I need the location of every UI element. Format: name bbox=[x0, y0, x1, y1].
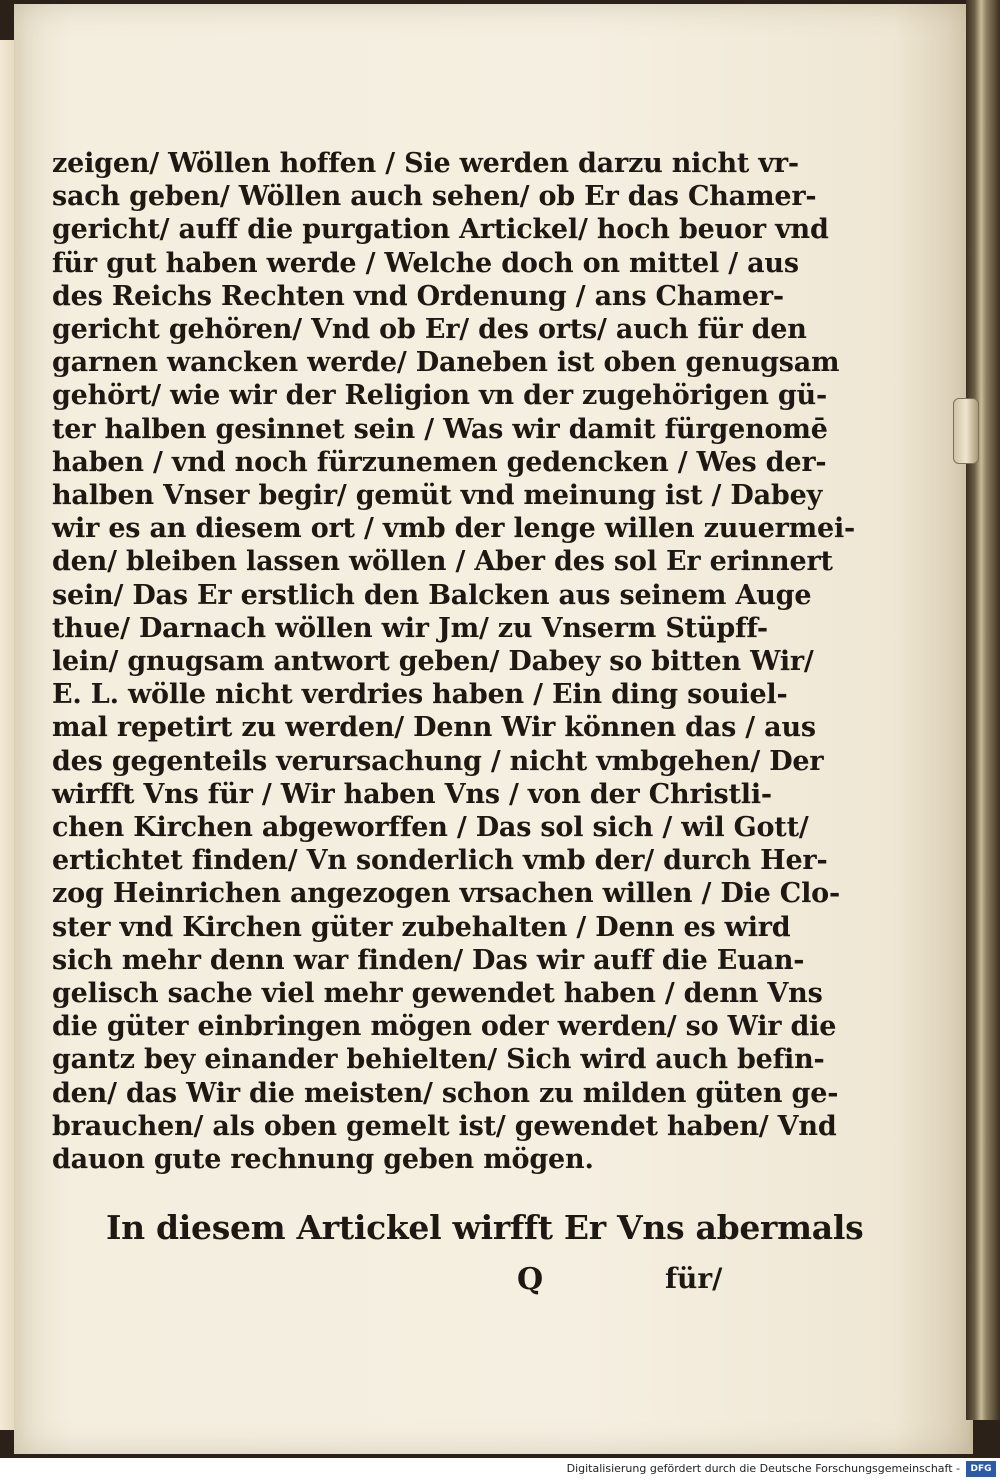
text-line: gelisch sache viel mehr gewendet haben / denn Vns bbox=[52, 978, 823, 1010]
text-line: halben Vnser begir/ gemüt vnd meinung ist / Dabey bbox=[52, 480, 823, 512]
text-line: gericht gehören/ Vnd ob Er/ des orts/ auch für den bbox=[52, 314, 807, 346]
text-line: dauon gute rechnung geben mögen. bbox=[52, 1144, 594, 1176]
signature-mark: Q bbox=[517, 1262, 544, 1297]
text-line: zeigen/ Wöllen hoffen / Sie werden darzu nicht vr- bbox=[52, 148, 799, 179]
text-line: für gut haben werde / Welche doch on mittel / aus bbox=[52, 247, 799, 279]
text-line: den/ das Wir die meisten/ schon zu milden güten ge- bbox=[52, 1077, 839, 1109]
book-fore-edge bbox=[966, 0, 1000, 1420]
text-line: gericht/ auff die purgation Artickel/ hoch beuor vnd bbox=[52, 214, 829, 246]
paragraph-heading: In diesem Artickel wirfft Er Vns abermals bbox=[106, 1208, 864, 1247]
text-line: ster vnd Kirchen güter zubehalten / Denn es wird bbox=[52, 911, 791, 943]
text-line: brauchen/ als oben gemelt ist/ gewendet haben/ Vnd bbox=[52, 1110, 837, 1142]
text-line: sein/ Das Er erstlich den Balcken aus seinem Auge bbox=[52, 579, 812, 611]
text-line: lein/ gnugsam antwort geben/ Dabey so bitten Wir/ bbox=[52, 646, 814, 678]
footer-bar bbox=[0, 1458, 1000, 1482]
text-line: E. L. wölle nicht verdries haben / Ein ding souiel- bbox=[52, 679, 788, 711]
text-line: den/ bleiben lassen wöllen / Aber des sol Er erinnert bbox=[52, 546, 833, 578]
text-line: ertichtet finden/ Vn sonderlich vmb der/ durch Her- bbox=[52, 845, 828, 877]
text-line: haben / vnd noch fürzunemen gedencken / Wes der- bbox=[52, 446, 827, 478]
footer-credit: Digitalisierung gefördert durch die Deutsche Forschungsgemeinschaft - bbox=[566, 1462, 960, 1475]
text-line: chen Kirchen abgeworffen / Das sol sich / wil Gott/ bbox=[52, 812, 809, 844]
body-text bbox=[52, 147, 856, 1176]
text-line: mal repetirt zu werden/ Denn Wir können das / aus bbox=[52, 712, 816, 744]
text-line: gantz bey einander behielten/ Sich wird auch befin- bbox=[52, 1044, 825, 1076]
text-line: wirfft Vns für / Wir haben Vns / von der Christli- bbox=[52, 778, 772, 810]
text-line: garnen wancken werde/ Daneben ist oben genugsam bbox=[52, 347, 840, 379]
dfg-logo: DFG bbox=[966, 1461, 996, 1477]
text-line: des gegenteils verursachung / nicht vmbgehen/ Der bbox=[52, 745, 824, 777]
text-line: zog Heinrichen angezogen vrsachen willen / Die Clo- bbox=[52, 878, 840, 910]
text-line: sach geben/ Wöllen auch sehen/ ob Er das Chamer- bbox=[52, 181, 817, 213]
text-line: thue/ Darnach wöllen wir Jm/ zu Vnserm Stüpff- bbox=[52, 612, 768, 644]
text-line: des Reichs Rechten vnd Ordenung / ans Chamer- bbox=[52, 280, 784, 312]
catchword: für/ bbox=[665, 1262, 723, 1295]
text-line: sich mehr denn war finden/ Das wir auff die Euan- bbox=[52, 944, 805, 976]
text-line: ter halben gesinnet sein / Was wir damit fürgenomē bbox=[52, 413, 828, 445]
book-clasp bbox=[953, 398, 979, 464]
text-line: wir es an diesem ort / vmb der lenge willen zuuermei- bbox=[52, 513, 856, 545]
text-line: gehört/ wie wir der Religion vn der zugehörigen gü- bbox=[52, 380, 827, 412]
text-line: die güter einbringen mögen oder werden/ so Wir die bbox=[52, 1011, 837, 1043]
